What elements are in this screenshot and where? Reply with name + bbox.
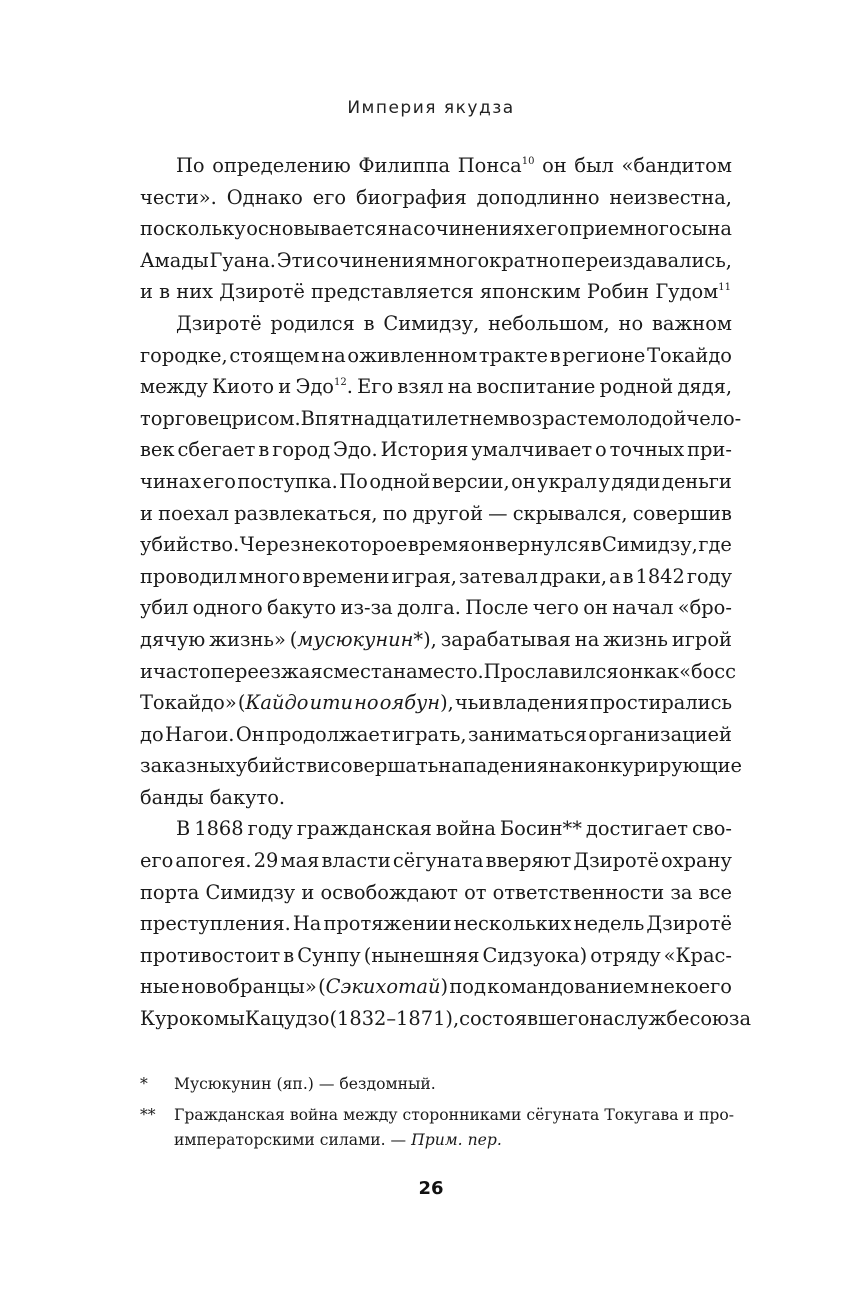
word: жизнь bbox=[603, 627, 668, 651]
word: неизвестна, bbox=[609, 185, 732, 209]
word: Киото bbox=[212, 375, 275, 399]
word: порта bbox=[140, 880, 200, 904]
word: Амады bbox=[140, 248, 209, 272]
word: (нынешняя bbox=[363, 943, 480, 967]
word: оживленном bbox=[347, 343, 478, 367]
word: игрой bbox=[671, 627, 732, 651]
running-head: Империя якудза bbox=[347, 98, 515, 118]
word: век bbox=[140, 438, 175, 462]
word: чьи bbox=[454, 691, 492, 715]
word: По bbox=[339, 469, 368, 493]
text-line bbox=[140, 340, 732, 372]
word: продолжает bbox=[266, 722, 391, 746]
word: некоего bbox=[650, 975, 732, 999]
word: Гуана. bbox=[209, 248, 276, 272]
page-number: 26 bbox=[418, 1178, 444, 1199]
word: ные bbox=[140, 975, 180, 999]
word: сёгуната bbox=[392, 849, 484, 873]
word: в bbox=[622, 564, 634, 588]
text-line bbox=[140, 719, 732, 751]
word: ити bbox=[309, 691, 353, 715]
text-line bbox=[140, 371, 732, 403]
word: часто bbox=[152, 659, 211, 683]
word: достигает bbox=[585, 817, 688, 841]
word: где bbox=[698, 533, 732, 557]
word: Дзиротё bbox=[219, 280, 305, 304]
word: о bbox=[594, 438, 607, 462]
word: Однако bbox=[226, 185, 303, 209]
word: на bbox=[548, 754, 574, 778]
word: много bbox=[238, 564, 301, 588]
word: дяди bbox=[611, 469, 661, 493]
word: зарабатывая bbox=[440, 627, 571, 651]
word: под bbox=[449, 975, 486, 999]
word: командованием bbox=[487, 975, 650, 999]
text-line bbox=[140, 498, 732, 530]
text-line bbox=[140, 813, 732, 845]
text-line bbox=[140, 561, 732, 593]
word: отряду bbox=[590, 943, 661, 967]
word: он bbox=[618, 659, 644, 683]
word: По bbox=[176, 154, 205, 177]
text-line bbox=[140, 466, 732, 498]
paragraph bbox=[140, 813, 752, 1034]
footnotes bbox=[140, 1072, 734, 1159]
footnote-mark: ** bbox=[140, 1105, 156, 1124]
word: В bbox=[300, 406, 315, 430]
word: (Сэкихотай) bbox=[318, 975, 449, 999]
word: чело- bbox=[686, 406, 742, 430]
word: Его bbox=[357, 375, 394, 399]
word: Он bbox=[235, 722, 265, 746]
word: и bbox=[140, 659, 153, 683]
word: году bbox=[247, 817, 293, 841]
word: простирались bbox=[589, 691, 732, 715]
word: охрану bbox=[660, 849, 732, 873]
text-line bbox=[140, 845, 732, 877]
word: ответственности bbox=[492, 880, 665, 904]
word: Эдо$^{12}$. bbox=[295, 375, 353, 399]
word: союза bbox=[689, 1007, 752, 1031]
word: История bbox=[380, 438, 469, 462]
word: на bbox=[574, 627, 600, 651]
word: в bbox=[159, 280, 171, 304]
word: многократно bbox=[427, 248, 561, 272]
word: Кацудзо bbox=[244, 1007, 330, 1031]
word: состоявшего bbox=[459, 1007, 590, 1031]
word: поехал bbox=[158, 501, 229, 525]
word: а bbox=[609, 564, 621, 588]
word: до bbox=[140, 722, 164, 746]
word: долга. bbox=[397, 596, 461, 620]
word: его bbox=[312, 185, 347, 209]
word: «Крас- bbox=[663, 943, 732, 967]
word: его bbox=[202, 469, 236, 493]
word: стоящем bbox=[229, 343, 320, 367]
word: 1842 bbox=[635, 564, 685, 588]
footnote bbox=[140, 1072, 734, 1098]
word: на bbox=[393, 659, 418, 683]
word: Дзиротё bbox=[573, 849, 659, 873]
word: определению bbox=[212, 154, 351, 177]
word: — bbox=[488, 501, 508, 525]
word: проводил bbox=[140, 564, 237, 588]
word: город bbox=[272, 438, 331, 462]
word: «босс bbox=[679, 659, 737, 683]
word: приемного bbox=[569, 217, 681, 241]
word: Дзиротё bbox=[176, 311, 262, 335]
footnote-text: Мусюкунин (яп.) — бездомный. bbox=[174, 1075, 436, 1093]
word: бакуто. bbox=[209, 785, 286, 809]
word: На bbox=[292, 912, 322, 936]
word: биография bbox=[355, 185, 467, 209]
word: Симидзу, bbox=[383, 311, 480, 335]
text-line bbox=[140, 403, 742, 435]
word: война bbox=[435, 817, 496, 841]
word: «бро- bbox=[677, 596, 732, 620]
word: убил bbox=[140, 596, 189, 620]
word: (мусюкунин*), bbox=[289, 627, 437, 651]
word: владения bbox=[492, 691, 589, 715]
word: умалчивает bbox=[471, 438, 593, 462]
word: и bbox=[301, 880, 315, 904]
word: в bbox=[549, 343, 561, 367]
word: основывается bbox=[246, 217, 388, 241]
text-line bbox=[140, 1003, 752, 1035]
word: банды bbox=[140, 785, 204, 809]
word: он bbox=[583, 596, 608, 620]
word: совершать bbox=[330, 754, 439, 778]
word: представляется bbox=[311, 280, 474, 304]
word: при- bbox=[687, 438, 732, 462]
word: тракте bbox=[478, 343, 548, 367]
word: конкурирующие bbox=[573, 754, 742, 778]
word: Токайдо» bbox=[140, 691, 237, 715]
word: поступка. bbox=[237, 469, 338, 493]
word: году bbox=[686, 564, 732, 588]
word: и bbox=[140, 280, 153, 304]
word: нескольких bbox=[453, 912, 572, 936]
word: чинах bbox=[140, 469, 202, 493]
footnote bbox=[140, 1103, 734, 1154]
word: сбегает bbox=[177, 438, 256, 462]
word: дядя, bbox=[677, 375, 732, 399]
word: организацией bbox=[588, 722, 732, 746]
word: за bbox=[670, 880, 693, 904]
word: Филиппа bbox=[358, 154, 451, 177]
footnote-reference: 12 bbox=[333, 377, 347, 389]
text-line bbox=[140, 308, 732, 340]
word: и bbox=[317, 754, 331, 778]
word: преступления. bbox=[140, 912, 291, 936]
word: убийств bbox=[235, 754, 318, 778]
word: апогея. bbox=[175, 849, 252, 873]
text-line bbox=[140, 687, 732, 719]
word: оябун), bbox=[379, 691, 454, 715]
word: доподлинно bbox=[476, 185, 600, 209]
word: Гудом$^{11}$ bbox=[655, 280, 731, 304]
word: он bbox=[511, 469, 536, 493]
word: деньги bbox=[661, 469, 732, 493]
word: После bbox=[465, 596, 529, 620]
word: скрывался, bbox=[512, 501, 628, 525]
word: на bbox=[321, 343, 346, 367]
text-line bbox=[140, 592, 732, 624]
word: молодой bbox=[599, 406, 687, 430]
word: его bbox=[535, 217, 569, 241]
word: начал bbox=[612, 596, 674, 620]
text-line bbox=[140, 656, 737, 688]
word: между bbox=[140, 375, 208, 399]
word: в bbox=[590, 533, 602, 557]
text-line bbox=[140, 276, 732, 308]
word: на bbox=[589, 1007, 614, 1031]
word: он bbox=[542, 154, 567, 177]
word: по bbox=[382, 501, 408, 525]
word: другой bbox=[412, 501, 484, 525]
word: время bbox=[407, 533, 470, 557]
word: (Кайдо bbox=[237, 691, 309, 715]
text-line bbox=[140, 782, 732, 814]
text-line bbox=[140, 877, 732, 909]
word: заказных bbox=[140, 754, 236, 778]
word: освобождают bbox=[320, 880, 458, 904]
word: рисом. bbox=[231, 406, 301, 430]
word: затевал bbox=[458, 564, 538, 588]
text-line bbox=[140, 908, 732, 940]
word: вверяют bbox=[485, 849, 572, 873]
word: вернулся bbox=[495, 533, 591, 557]
word: и bbox=[278, 375, 292, 399]
text-line bbox=[140, 750, 742, 782]
word: совершив bbox=[632, 501, 732, 525]
text-line bbox=[140, 529, 732, 561]
word: Эти bbox=[276, 248, 316, 272]
word: его bbox=[140, 849, 174, 873]
word: он bbox=[470, 533, 496, 557]
word: и bbox=[140, 501, 153, 525]
word: в bbox=[283, 943, 295, 967]
word: украл bbox=[537, 469, 597, 493]
word: В bbox=[176, 817, 191, 841]
word: у bbox=[598, 469, 610, 493]
word: Нагои. bbox=[165, 722, 235, 746]
word: городке, bbox=[140, 343, 228, 367]
word: чести». bbox=[140, 185, 217, 209]
word: взял bbox=[397, 375, 444, 399]
text-line bbox=[140, 434, 732, 466]
word: но bbox=[618, 311, 644, 335]
word: Токайдо bbox=[647, 343, 732, 367]
word: сочинениях bbox=[413, 217, 535, 241]
word: регионе bbox=[562, 343, 646, 367]
word: на bbox=[388, 217, 413, 241]
word: в bbox=[258, 438, 270, 462]
word: 1868 bbox=[194, 817, 244, 841]
word: был bbox=[574, 154, 614, 177]
word: сво- bbox=[691, 817, 732, 841]
word: все bbox=[698, 880, 732, 904]
word: как bbox=[643, 659, 680, 683]
word: на bbox=[447, 375, 473, 399]
word: место. bbox=[417, 659, 484, 683]
word: места bbox=[333, 659, 394, 683]
word: сына bbox=[681, 217, 732, 241]
word: родился bbox=[270, 311, 355, 335]
word: нападения bbox=[438, 754, 549, 778]
text-line bbox=[140, 624, 732, 656]
footnote-text: Гражданская война между сторонниками сёгуната Токугава и проимператорскими силами. — Прим. пер. bbox=[174, 1105, 734, 1149]
word: в bbox=[363, 311, 375, 335]
footnote-mark: * bbox=[140, 1075, 148, 1093]
word: времени bbox=[302, 564, 390, 588]
text-line bbox=[140, 971, 732, 1003]
word: власти bbox=[321, 849, 391, 873]
paragraph bbox=[140, 150, 732, 308]
word: торговец bbox=[140, 406, 232, 430]
word: новобранцы» bbox=[181, 975, 317, 999]
word: драки, bbox=[539, 564, 608, 588]
word: недель bbox=[573, 912, 645, 936]
word: (1832–1871), bbox=[329, 1007, 460, 1031]
word: заниматься bbox=[467, 722, 587, 746]
word: поскольку bbox=[140, 217, 246, 241]
word: службе bbox=[613, 1007, 690, 1031]
word: небольшом, bbox=[488, 311, 610, 335]
word: одного bbox=[192, 596, 263, 620]
word: гражданская bbox=[296, 817, 432, 841]
word: Понса$^{10}$ bbox=[457, 154, 535, 177]
word: версии, bbox=[431, 469, 510, 493]
footnote-reference: 11 bbox=[718, 282, 731, 294]
word: «бандитом bbox=[621, 154, 732, 177]
word: Курокомы bbox=[140, 1007, 245, 1031]
word: них bbox=[176, 280, 214, 304]
word: из-за bbox=[340, 596, 393, 620]
word: Сунпу bbox=[297, 943, 361, 967]
word: переиздавались, bbox=[561, 248, 732, 272]
word: но bbox=[354, 691, 379, 715]
word: Сидзуока) bbox=[482, 943, 588, 967]
word: японским bbox=[479, 280, 581, 304]
word: родной bbox=[599, 375, 674, 399]
footnote-reference: 10 bbox=[521, 156, 535, 167]
word: от bbox=[464, 880, 487, 904]
word: Эдо. bbox=[333, 438, 378, 462]
text-line bbox=[140, 940, 732, 972]
word: важном bbox=[651, 311, 732, 335]
paragraph bbox=[140, 308, 742, 814]
word: Симидзу bbox=[205, 880, 296, 904]
text-line bbox=[140, 213, 732, 245]
word: 29 bbox=[253, 849, 279, 873]
word: протяжении bbox=[323, 912, 452, 936]
word: бакуто bbox=[267, 596, 337, 620]
word: с bbox=[322, 659, 334, 683]
text-line bbox=[140, 245, 732, 277]
body-text bbox=[140, 150, 752, 1035]
word: играть, bbox=[392, 722, 467, 746]
word: некоторое bbox=[301, 533, 408, 557]
word: чего bbox=[532, 596, 579, 620]
word: убийство. bbox=[140, 533, 240, 557]
word: дячую bbox=[140, 627, 206, 651]
text-line bbox=[140, 182, 732, 214]
word: Дзиротё bbox=[646, 912, 732, 936]
word: переезжая bbox=[210, 659, 323, 683]
word: Босин** bbox=[499, 817, 582, 841]
word: Через bbox=[239, 533, 301, 557]
word: жизнь» bbox=[209, 627, 286, 651]
word: Прославился bbox=[483, 659, 619, 683]
word: точных bbox=[609, 438, 685, 462]
word: Симидзу, bbox=[601, 533, 698, 557]
word: Робин bbox=[586, 280, 650, 304]
word: сочинения bbox=[316, 248, 427, 272]
word: пятнадцатилетнем bbox=[314, 406, 509, 430]
word: развлекаться, bbox=[234, 501, 378, 525]
word: одной bbox=[369, 469, 431, 493]
text-line bbox=[140, 150, 732, 182]
word: играя, bbox=[391, 564, 457, 588]
word: противостоит bbox=[140, 943, 281, 967]
word: воспитание bbox=[476, 375, 596, 399]
word: возрасте bbox=[508, 406, 600, 430]
word: мая bbox=[280, 849, 320, 873]
